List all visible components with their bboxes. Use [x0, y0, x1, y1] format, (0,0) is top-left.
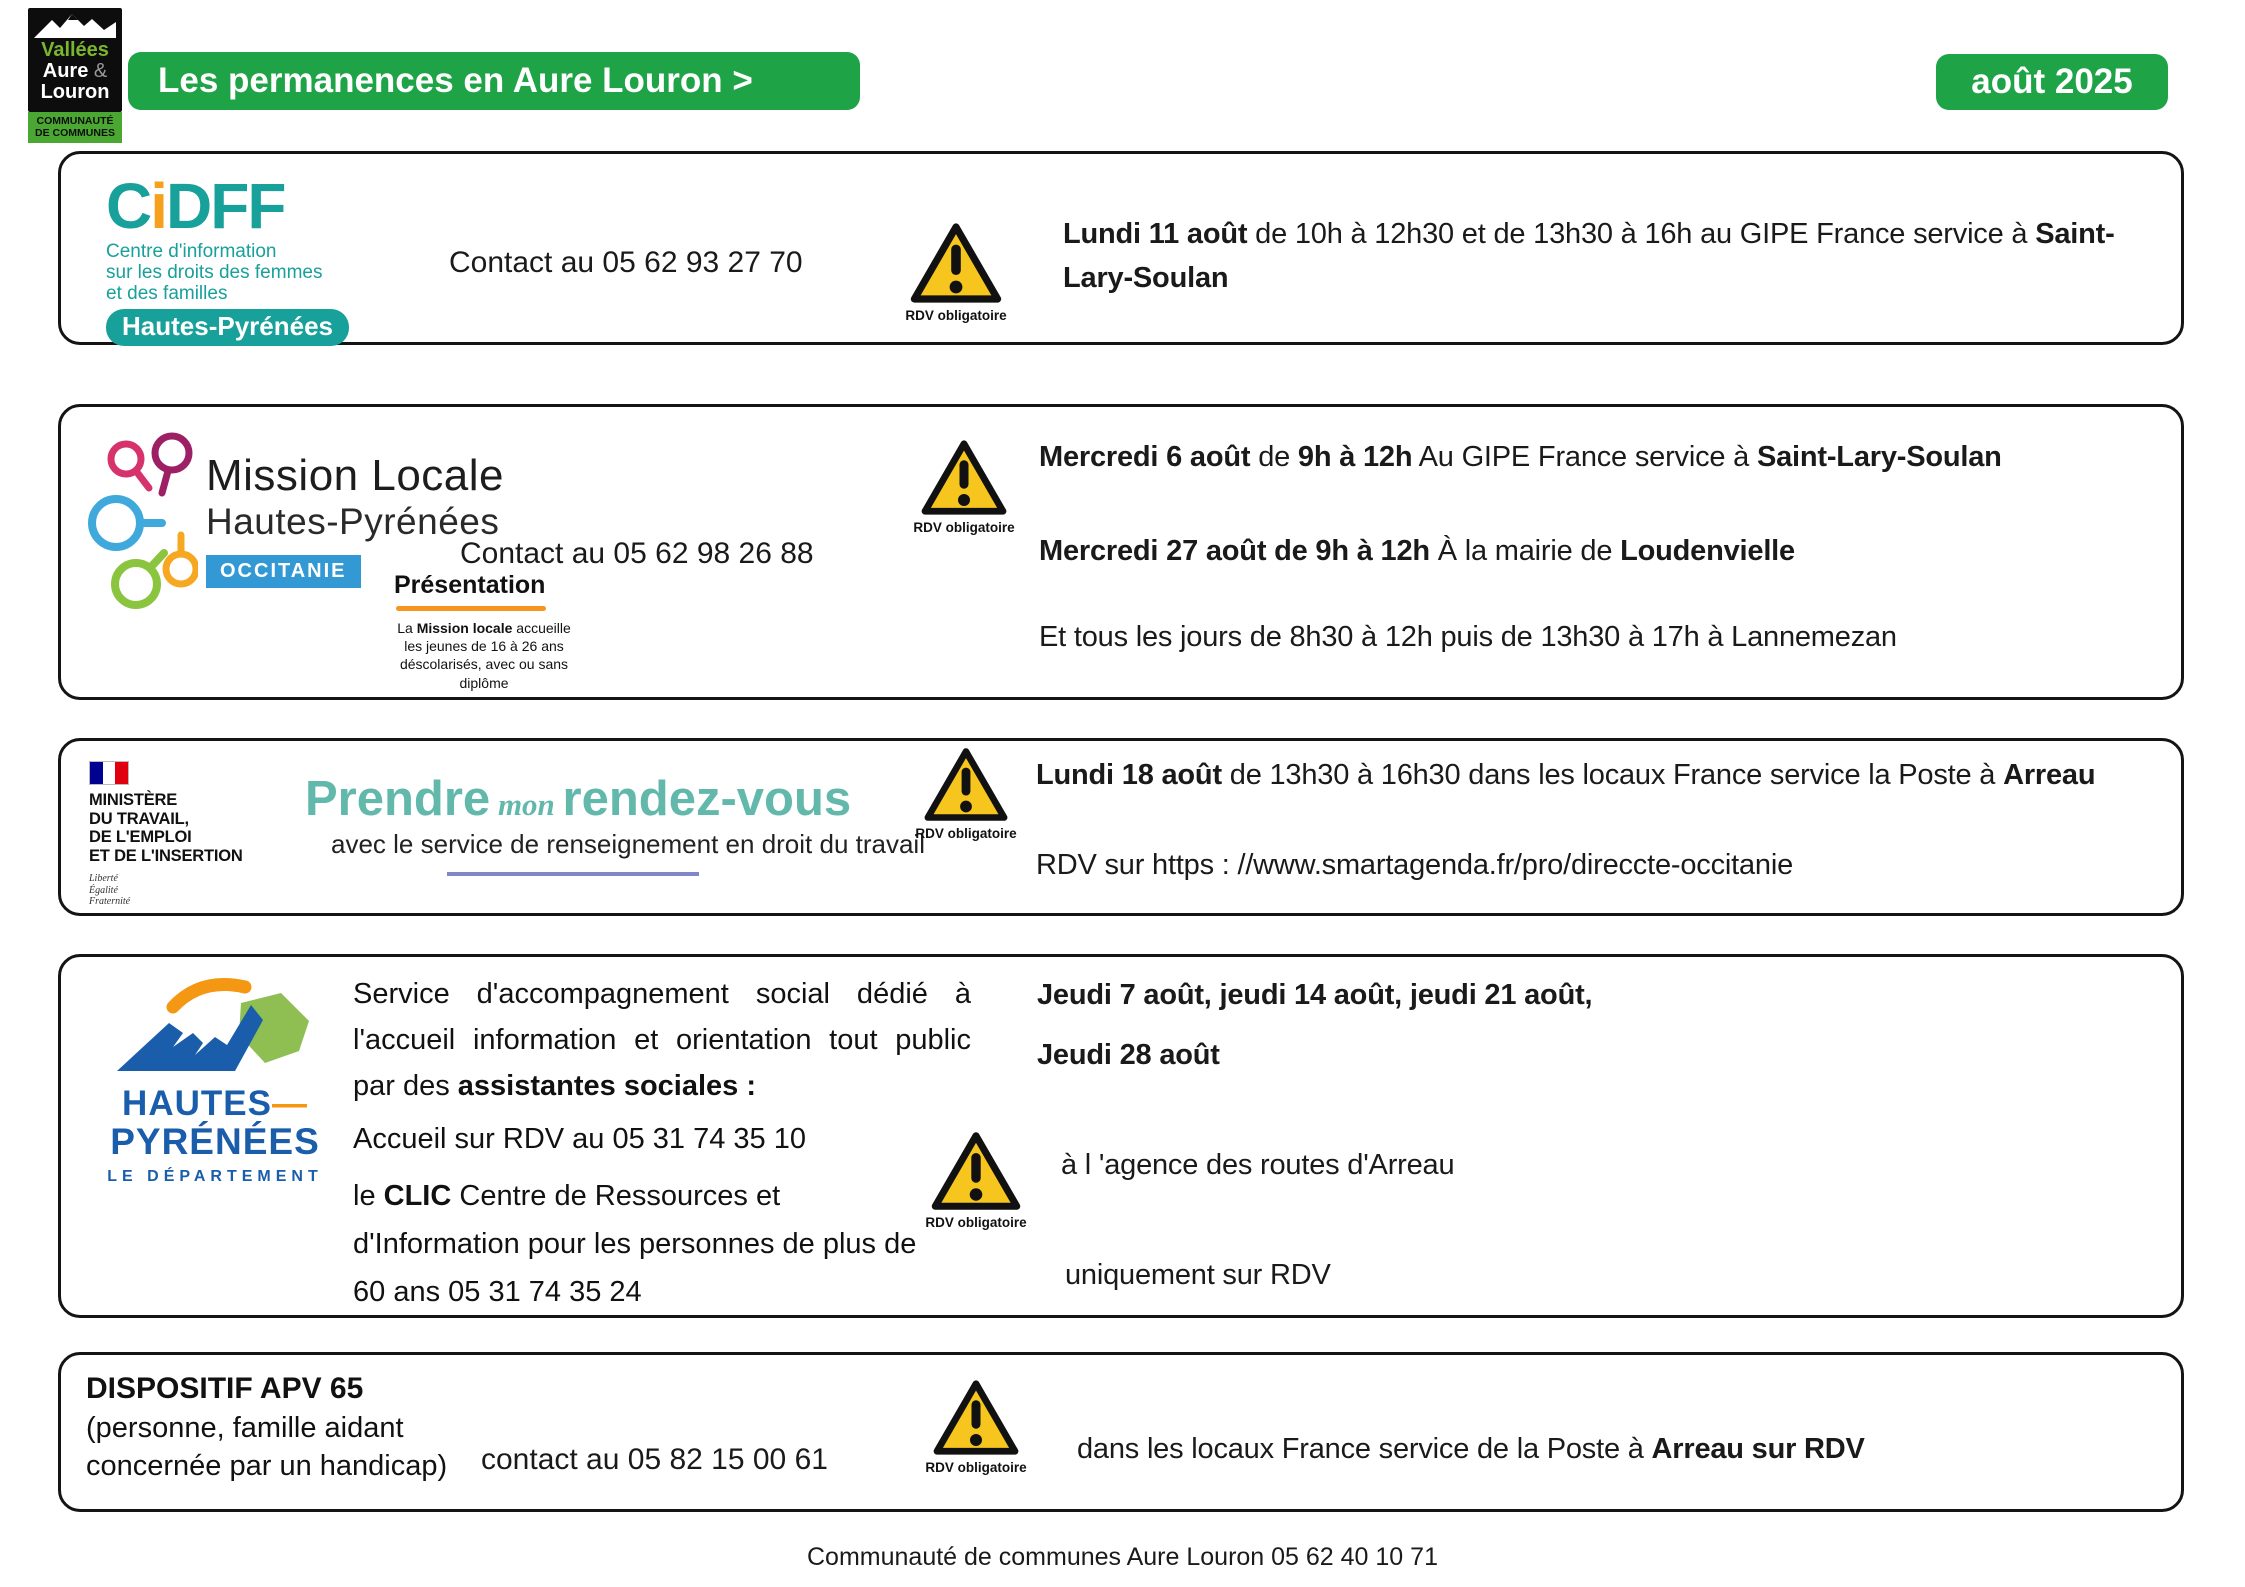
dept-description-block: [353, 971, 971, 1316]
hp-orange-dash: —: [271, 1084, 308, 1123]
rendez-vous-word: rendez-vous: [562, 772, 852, 826]
cidff-wordmark: CiDFF: [106, 170, 285, 242]
apv-contact: contact au 05 82 15 00 61: [481, 1443, 828, 1476]
occitanie-badge: OCCITANIE: [206, 555, 361, 588]
rdv-warning-label: RDV obligatoire: [915, 826, 1017, 841]
page-title: Les permanences en Aure Louron >: [128, 52, 860, 110]
ministry-line: DU TRAVAIL,: [89, 809, 189, 828]
cidff-contact: Contact au 05 62 93 27 70: [449, 246, 803, 279]
warning-triangle-icon: [922, 745, 1010, 824]
mission-locale-title: Mission Locale: [206, 451, 505, 500]
magnifier-icons: [86, 429, 198, 615]
card-mission-locale: [58, 404, 2184, 700]
warning-triangle-icon: [908, 220, 1004, 306]
prendre-word: Prendre: [305, 772, 491, 826]
dept-schedule-4: uniquement sur RDV: [1065, 1259, 1331, 1291]
dept-schedule-3: à l 'agence des routes d'Arreau: [1061, 1149, 1455, 1181]
prendre-rdv-heading: [305, 771, 925, 876]
cidff-logo: [106, 170, 349, 346]
dept-description: Service d'accompagnement social dédié à l'accueil information et orientation tout public par des assistantes sociales :: [353, 978, 971, 1102]
mission-locale-subtitle: Hautes-Pyrénées: [206, 501, 500, 542]
hp-logo-line3: LE DÉPARTEMENT: [107, 1168, 323, 1185]
apv-title: DISPOSITIF APV 65: [86, 1372, 364, 1405]
dept-accueil-contact: Accueil sur RDV au 05 31 74 35 10: [353, 1123, 806, 1155]
cidff-subtitle: Centre d'information sur les droits des femmes et des familles: [106, 241, 323, 304]
rdv-warning: [911, 1129, 1041, 1230]
logo-ampersand: &: [93, 60, 108, 82]
dept-clic-text: le CLIC Centre de Ressources et d'Information pour les personnes de plus de 60 ans 05 31 74 35 24: [353, 1180, 917, 1308]
ml-schedule-2: Mercredi 27 août de 9h à 12h À la mairie de Loudenvielle: [1039, 535, 1795, 567]
orange-underline: [396, 606, 546, 611]
travail-rdv-url[interactable]: RDV sur https : //www.smartagenda.fr/pro/direccte-occitanie: [1036, 849, 1793, 881]
month-badge: août 2025: [1936, 54, 2168, 110]
prendre-rdv-subtitle: avec le service de renseignement en droit du travail: [331, 829, 925, 859]
blue-underline: [447, 872, 699, 876]
community-logo: [28, 8, 122, 143]
hp-logo-line1: HAUTES—: [122, 1084, 308, 1123]
logo-communaute-strip: COMMUNAUTÉ DE COMMUNES: [28, 112, 122, 143]
footer-contact: Communauté de communes Aure Louron 05 62 40 10 71: [807, 1543, 1438, 1571]
apv-subtitle-2: concernée par un handicap): [86, 1450, 448, 1482]
card-droit-du-travail: [58, 738, 2184, 916]
warning-triangle-icon: [929, 1129, 1023, 1213]
ml-schedule-1: Mercredi 6 août de 9h à 12h Au GIPE France service à Saint-Lary-Soulan: [1039, 441, 2002, 473]
logo-vallees: Vallées: [41, 39, 109, 61]
french-flag-icon: [89, 761, 129, 785]
rdv-warning: [911, 1377, 1041, 1475]
card-departement: [58, 954, 2184, 1318]
ministry-logo: [89, 761, 243, 908]
dept-schedule-2: Jeudi 28 août: [1037, 1039, 1220, 1071]
mon-word: mon: [490, 787, 563, 822]
mountain-icon: [32, 10, 118, 40]
card-apv-65: [58, 1352, 2184, 1512]
apv-text-block: [86, 1369, 447, 1485]
community-logo-black-box: [28, 8, 122, 112]
presentation-block: [394, 571, 574, 692]
mission-locale-contact: Contact au 05 62 98 26 88: [460, 537, 814, 570]
cidff-schedule: Lundi 11 août de 10h à 12h30 et de 13h30 à 16h au GIPE France service à Saint-Lary-Soulan: [1063, 218, 2115, 294]
apv-subtitle-1: (personne, famille aidant: [86, 1412, 404, 1444]
ml-schedule-3: Et tous les jours de 8h30 à 12h puis de 13h30 à 17h à Lannemezan: [1039, 621, 1897, 653]
cidff-region-pill: Hautes-Pyrénées: [106, 309, 349, 346]
warning-triangle-icon: [931, 1377, 1021, 1458]
rdv-warning: [899, 437, 1029, 535]
logo-louron: Louron: [40, 81, 110, 103]
presentation-text: La Mission locale accueille les jeunes de 16 à 26 ans déscolarisés, avec ou sans diplôme: [397, 620, 571, 691]
ministry-motto: Liberté Égalité Fraternité: [89, 873, 131, 907]
travail-schedule: Lundi 18 août de 13h30 à 16h30 dans les locaux France service la Poste à Arreau: [1036, 759, 2096, 791]
hautes-pyrenees-logo: [105, 973, 325, 1186]
dept-schedule-1: Jeudi 7 août, jeudi 14 août, jeudi 21 août,: [1037, 979, 1593, 1011]
rdv-warning: [901, 745, 1031, 841]
ministry-line: ET DE L'INSERTION: [89, 846, 243, 865]
rdv-warning: [891, 220, 1021, 323]
logo-aure: Aure &: [42, 60, 108, 82]
rdv-warning-label: RDV obligatoire: [925, 1215, 1027, 1230]
card-cidff: [58, 151, 2184, 345]
rdv-warning-label: RDV obligatoire: [925, 1460, 1027, 1475]
rdv-warning-label: RDV obligatoire: [905, 308, 1007, 323]
presentation-title: Présentation: [394, 571, 546, 599]
apv-schedule: dans les locaux France service de la Poste à Arreau sur RDV: [1077, 1433, 1865, 1465]
warning-triangle-icon: [919, 437, 1009, 518]
rdv-warning-label: RDV obligatoire: [913, 520, 1015, 535]
ministry-line: DE L'EMPLOI: [89, 828, 192, 846]
hp-logo-line2: PYRÉNÉES: [110, 1121, 320, 1162]
ministry-line: MINISTÈRE: [89, 791, 178, 809]
hp-logo-graphic: [113, 973, 318, 1081]
